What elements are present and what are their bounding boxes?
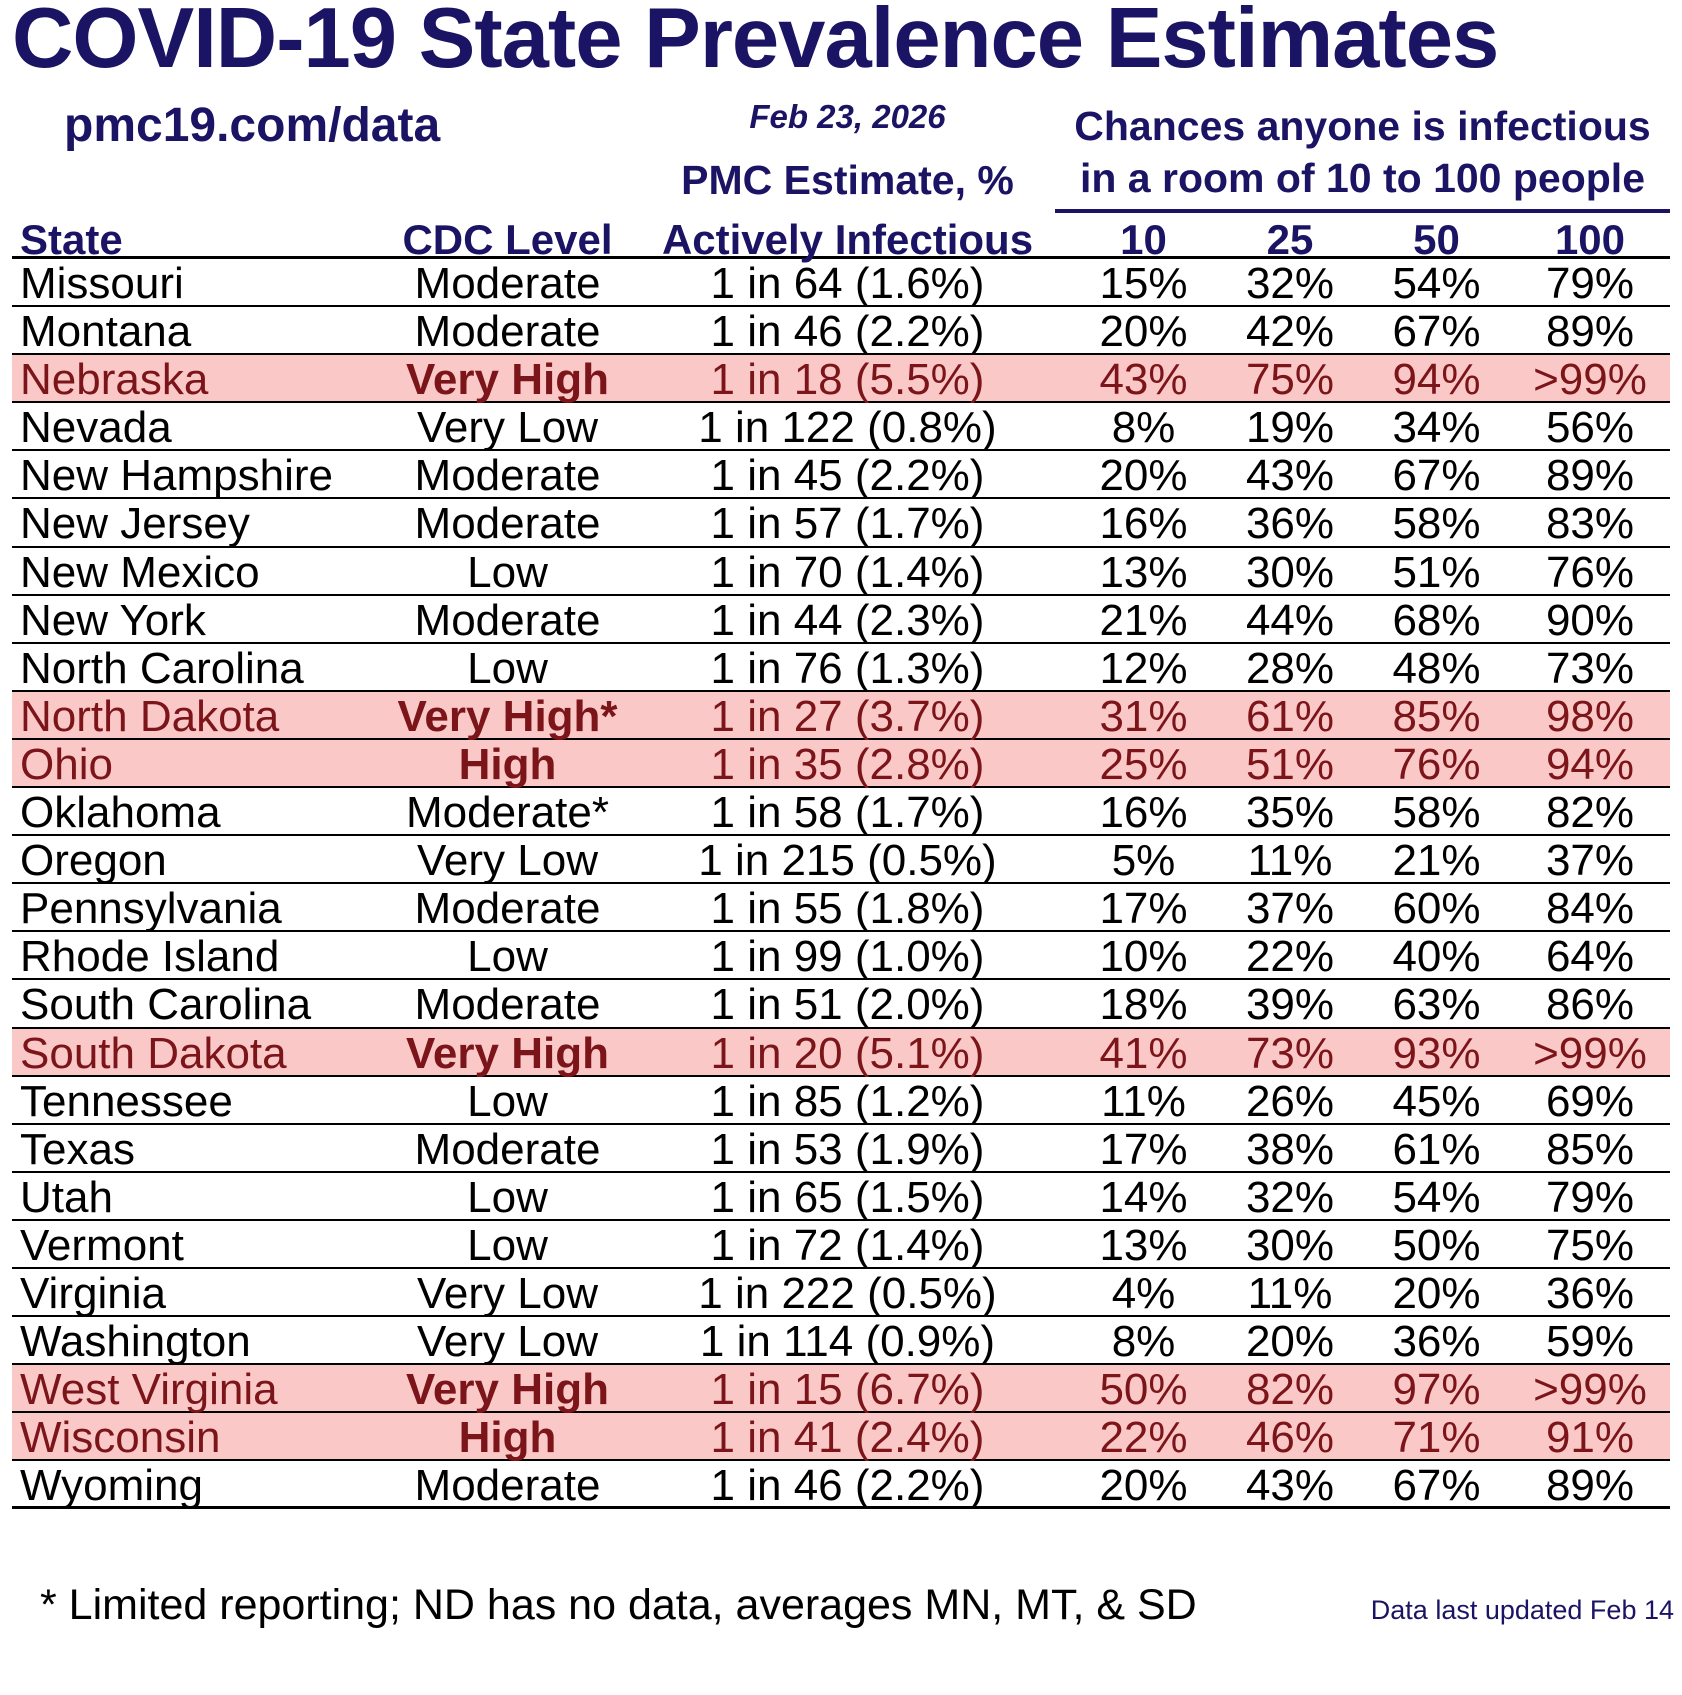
cdc-level: Moderate (414, 1461, 601, 1511)
state-name: Ohio (20, 739, 113, 789)
pmc-estimate: 1 in 65 (1.5%) (710, 1172, 985, 1222)
prob-25: 32% (1245, 259, 1335, 308)
prob-50: 20% (1392, 1268, 1481, 1318)
prob-100: 89% (1545, 1461, 1635, 1511)
prob-50: 93% (1392, 1028, 1481, 1078)
pmc-estimate-label: PMC Estimate, % (681, 157, 1014, 203)
prob-25: 11% (1247, 836, 1333, 886)
prob-10: 8% (1111, 403, 1176, 453)
room-chance-line2: in a room of 10 to 100 people (1055, 152, 1670, 213)
pmc-estimate: 1 in 215 (0.5%) (698, 836, 997, 886)
prob-50: 67% (1392, 307, 1481, 357)
table-row (12, 499, 1670, 547)
prob-50: 97% (1392, 1365, 1481, 1415)
table-row (12, 692, 1670, 740)
prob-100: >99% (1533, 355, 1647, 405)
prob-25: 39% (1245, 980, 1335, 1030)
table-row (12, 980, 1670, 1028)
prob-100: >99% (1533, 1365, 1647, 1415)
prob-25: 20% (1245, 1317, 1335, 1367)
prob-10: 13% (1099, 1220, 1188, 1270)
pmc-estimate: 1 in 35 (2.8%) (710, 739, 985, 789)
pmc-estimate: 1 in 114 (0.9%) (699, 1317, 996, 1367)
table-row (12, 1029, 1670, 1077)
prob-100: >99% (1533, 1028, 1647, 1078)
table-row (12, 1221, 1670, 1269)
prob-10: 17% (1099, 884, 1188, 934)
pmc-estimate: 1 in 57 (1.7%) (710, 499, 985, 549)
pmc-estimate: 1 in 222 (0.5%) (698, 1268, 997, 1318)
prob-25: 42% (1245, 307, 1335, 357)
prob-25: 82% (1245, 1365, 1335, 1415)
prevalence-table (12, 216, 1670, 1509)
pmc-estimate: 1 in 27 (3.7%) (710, 691, 985, 741)
table-row (12, 1461, 1670, 1509)
table-row (12, 884, 1670, 932)
pmc-estimate: 1 in 76 (1.3%) (710, 643, 985, 693)
state-name: Wyoming (20, 1461, 203, 1511)
prob-25: 28% (1245, 643, 1335, 693)
room-chance-line1: Chances anyone is infectious (1074, 103, 1651, 149)
prob-50: 63% (1392, 980, 1481, 1030)
prob-10: 22% (1099, 1413, 1188, 1463)
prob-25: 30% (1245, 1220, 1335, 1270)
cdc-level: Moderate (414, 595, 601, 645)
prob-50: 58% (1392, 499, 1481, 549)
state-name: Montana (20, 307, 192, 357)
table-row (12, 1077, 1670, 1125)
state-name: Oregon (20, 836, 167, 886)
state-name: New Mexico (20, 547, 260, 597)
cdc-level: Low (467, 1220, 548, 1270)
table-row (12, 1125, 1670, 1173)
pmc-estimate: 1 in 64 (1.6%) (710, 259, 985, 308)
prob-10: 12% (1099, 643, 1188, 693)
prob-25: 61% (1245, 691, 1335, 741)
cdc-level: Low (467, 643, 548, 693)
prob-100: 94% (1545, 739, 1635, 789)
table-row (12, 740, 1670, 788)
prob-10: 17% (1099, 1124, 1188, 1174)
state-name: New Hampshire (20, 451, 333, 501)
table-row (12, 1317, 1670, 1365)
pmc-estimate: 1 in 45 (2.2%) (710, 451, 985, 501)
table-row (12, 1173, 1670, 1221)
prob-10: 20% (1099, 307, 1188, 357)
state-name: Utah (20, 1172, 113, 1222)
cdc-level: Very Low (417, 1317, 598, 1367)
prob-50: 76% (1392, 739, 1481, 789)
table-row (12, 1269, 1670, 1317)
pmc-estimate: 1 in 44 (2.3%) (710, 595, 985, 645)
prob-50: 71% (1392, 1413, 1481, 1463)
prob-100: 76% (1545, 547, 1635, 597)
prob-25: 35% (1245, 788, 1335, 838)
state-name: Washington (20, 1317, 251, 1367)
prob-10: 16% (1099, 788, 1188, 838)
prob-50: 54% (1392, 259, 1481, 308)
table-row (12, 307, 1670, 355)
table-row (12, 932, 1670, 980)
cdc-level: Very High (406, 355, 609, 405)
prob-10: 14% (1099, 1172, 1188, 1222)
cdc-level: Very High (406, 1028, 609, 1078)
prob-100: 59% (1545, 1317, 1635, 1367)
prob-100: 75% (1545, 1220, 1635, 1270)
cdc-level: Moderate (414, 259, 601, 308)
prob-25: 11% (1247, 1268, 1333, 1318)
prob-10: 5% (1111, 836, 1176, 886)
state-name: Nebraska (20, 355, 209, 405)
prob-50: 58% (1392, 788, 1481, 838)
table-row (12, 1365, 1670, 1413)
prob-100: 56% (1545, 403, 1635, 453)
prob-50: 67% (1392, 451, 1481, 501)
prob-25: 19% (1245, 403, 1335, 453)
prob-10: 13% (1099, 547, 1188, 597)
state-name: West Virginia (20, 1365, 278, 1415)
cdc-level: Moderate (414, 499, 601, 549)
prob-100: 91% (1545, 1413, 1635, 1463)
pmc-estimate: 1 in 72 (1.4%) (710, 1220, 985, 1270)
prob-100: 37% (1545, 836, 1635, 886)
room-chance-group-header (1055, 100, 1670, 213)
prob-10: 41% (1099, 1028, 1188, 1078)
prob-100: 83% (1545, 499, 1635, 549)
table-row (12, 788, 1670, 836)
pmc-estimate: 1 in 20 (5.1%) (710, 1028, 985, 1078)
pmc-estimate: 1 in 15 (6.7%) (710, 1365, 985, 1415)
prob-50: 61% (1392, 1124, 1481, 1174)
pmc-estimate: 1 in 46 (2.2%) (710, 1461, 985, 1511)
prob-50: 54% (1392, 1172, 1481, 1222)
prob-25: 22% (1245, 932, 1335, 982)
prob-100: 84% (1545, 884, 1635, 934)
state-name: Oklahoma (20, 788, 221, 838)
pmc-estimate: 1 in 53 (1.9%) (710, 1124, 985, 1174)
table-row (12, 548, 1670, 596)
pmc-estimate: 1 in 99 (1.0%) (710, 932, 985, 982)
column-header-10: 10 (1120, 216, 1167, 263)
state-name: Missouri (20, 259, 184, 308)
prob-50: 36% (1392, 1317, 1481, 1367)
prob-50: 45% (1392, 1076, 1481, 1126)
site-link[interactable]: pmc19.com/data (64, 99, 441, 152)
cdc-level: Moderate (414, 884, 601, 934)
prob-10: 18% (1099, 980, 1188, 1030)
prob-10: 16% (1099, 499, 1188, 549)
prob-50: 34% (1392, 403, 1481, 453)
prob-10: 15% (1099, 259, 1188, 308)
column-header-50: 50 (1413, 216, 1460, 263)
table-body (12, 259, 1670, 1509)
prob-50: 94% (1392, 355, 1481, 405)
column-header-actively-infectious: Actively Infectious (661, 216, 1034, 263)
cdc-level: Very Low (417, 836, 598, 886)
prob-25: 73% (1245, 1028, 1335, 1078)
prob-50: 67% (1392, 1461, 1481, 1511)
prob-100: 69% (1545, 1076, 1635, 1126)
column-header-cdc-level: CDC Level (402, 216, 613, 263)
table-row (12, 451, 1670, 499)
cdc-level: Moderate (414, 1124, 601, 1174)
report-date: Feb 23, 2026 (749, 98, 946, 135)
state-name: North Carolina (20, 643, 304, 693)
prob-100: 82% (1545, 788, 1635, 838)
cdc-level: Very Low (417, 1268, 598, 1318)
prob-50: 50% (1392, 1220, 1481, 1270)
prob-25: 32% (1245, 1172, 1335, 1222)
state-name: Tennessee (20, 1076, 233, 1126)
prob-25: 37% (1245, 884, 1335, 934)
column-header-state: State (20, 216, 123, 263)
prob-50: 21% (1392, 836, 1481, 886)
table-row (12, 596, 1670, 644)
state-name: Rhode Island (20, 932, 280, 982)
pmc-estimate: 1 in 46 (2.2%) (710, 307, 985, 357)
cdc-level: Low (467, 1076, 548, 1126)
prob-50: 60% (1392, 884, 1481, 934)
state-name: Texas (20, 1124, 135, 1174)
column-header-100: 100 (1554, 216, 1626, 263)
table-row (12, 259, 1670, 307)
prob-10: 10% (1099, 932, 1188, 982)
cdc-level: Moderate (414, 451, 601, 501)
cdc-level: Very High (406, 1365, 609, 1415)
prob-10: 21% (1099, 595, 1188, 645)
cdc-level: Low (467, 932, 548, 982)
prob-10: 31% (1099, 691, 1188, 741)
prob-100: 79% (1545, 1172, 1635, 1222)
cdc-level: Low (467, 1172, 548, 1222)
cdc-level: Very Low (417, 403, 598, 453)
prob-100: 36% (1545, 1268, 1635, 1318)
prob-100: 89% (1545, 307, 1635, 357)
page-title: COVID-19 State Prevalence Estimates (12, 0, 1499, 86)
prob-25: 51% (1245, 739, 1335, 789)
prob-100: 86% (1545, 980, 1635, 1030)
prob-10: 4% (1111, 1268, 1176, 1318)
state-name: North Dakota (20, 691, 280, 741)
table-row (12, 836, 1670, 884)
prob-10: 50% (1099, 1365, 1188, 1415)
cdc-level: Moderate (414, 307, 601, 357)
cdc-level: Moderate* (405, 788, 609, 838)
table-row (12, 403, 1670, 451)
prob-25: 30% (1245, 547, 1335, 597)
limited-reporting-footnote: * Limited reporting; ND has no data, averages MN, MT, & SD (40, 1581, 1197, 1630)
prob-10: 8% (1111, 1317, 1176, 1367)
cdc-level: High (458, 1413, 557, 1463)
cdc-level: Low (467, 547, 548, 597)
state-name: New York (20, 595, 206, 645)
page-header (0, 0, 1682, 216)
pmc-estimate: 1 in 58 (1.7%) (710, 788, 985, 838)
pmc-estimate: 1 in 122 (0.8%) (698, 403, 997, 453)
pmc-estimate: 1 in 85 (1.2%) (710, 1076, 985, 1126)
cdc-level: Moderate (414, 980, 601, 1030)
pmc-estimate: 1 in 41 (2.4%) (710, 1413, 985, 1463)
prob-50: 51% (1392, 547, 1481, 597)
state-name: Virginia (20, 1268, 166, 1318)
column-header-25: 25 (1266, 216, 1314, 263)
state-name: South Carolina (20, 980, 312, 1030)
prob-100: 73% (1545, 643, 1635, 693)
table-header-row (12, 216, 1670, 263)
data-updated-note: Data last updated Feb 14 (1370, 1595, 1674, 1626)
cdc-level: High (458, 739, 557, 789)
prob-50: 85% (1392, 691, 1481, 741)
cdc-level: Very High* (397, 691, 618, 741)
prob-10: 43% (1099, 355, 1188, 405)
prob-25: 43% (1245, 1461, 1335, 1511)
pmc-estimate: 1 in 18 (5.5%) (710, 355, 985, 405)
state-name: Nevada (20, 403, 172, 453)
prob-25: 75% (1245, 355, 1335, 405)
prob-100: 98% (1545, 691, 1635, 741)
state-name: Vermont (20, 1220, 184, 1270)
prob-25: 36% (1245, 499, 1335, 549)
prob-50: 48% (1392, 643, 1481, 693)
prob-10: 20% (1099, 1461, 1188, 1511)
page-footer (0, 1509, 1682, 1669)
pmc-estimate: 1 in 70 (1.4%) (710, 547, 985, 597)
prob-10: 20% (1099, 451, 1188, 501)
prob-50: 40% (1392, 932, 1481, 982)
prob-10: 11% (1101, 1076, 1186, 1126)
prob-50: 68% (1392, 595, 1481, 645)
prob-25: 43% (1245, 451, 1335, 501)
prob-100: 85% (1545, 1124, 1635, 1174)
state-name: Pennsylvania (20, 884, 282, 934)
state-name: South Dakota (20, 1028, 287, 1078)
pmc-estimate: 1 in 51 (2.0%) (710, 980, 985, 1030)
state-name: New Jersey (20, 499, 250, 549)
prob-10: 25% (1099, 739, 1188, 789)
pmc-estimate: 1 in 55 (1.8%) (710, 884, 985, 934)
prob-25: 38% (1245, 1124, 1335, 1174)
prob-100: 89% (1545, 451, 1635, 501)
prob-100: 64% (1545, 932, 1635, 982)
table-row (12, 1413, 1670, 1461)
table-row (12, 644, 1670, 692)
prob-100: 90% (1545, 595, 1635, 645)
prob-25: 44% (1245, 595, 1335, 645)
prob-25: 26% (1245, 1076, 1335, 1126)
state-name: Wisconsin (20, 1413, 221, 1463)
prob-100: 79% (1545, 259, 1635, 308)
table-row (12, 355, 1670, 403)
prob-25: 46% (1245, 1413, 1335, 1463)
